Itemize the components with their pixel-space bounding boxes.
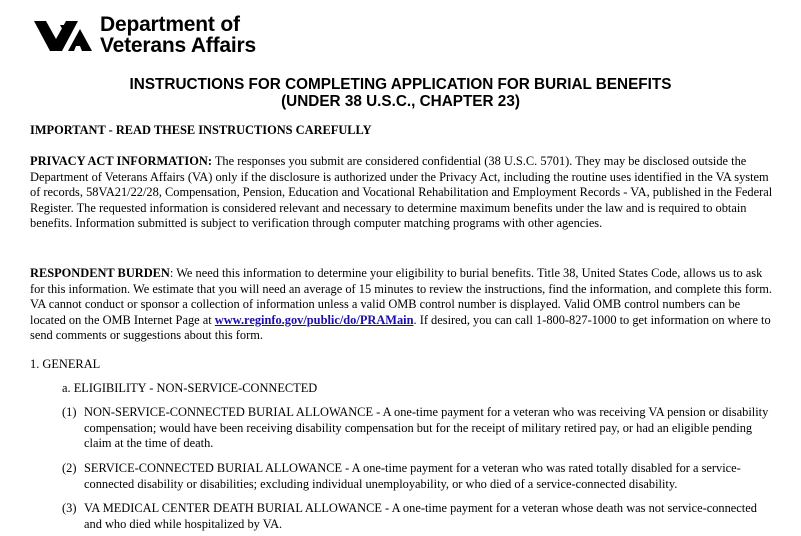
page-title-line1: INSTRUCTIONS FOR COMPLETING APPLICATION FOR BURIAL BENEFITS bbox=[129, 76, 672, 93]
list-item-text: NON-SERVICE-CONNECTED BURIAL ALLOWANCE - A one-time payment for a veteran who was receiving VA pension or disability compensation; would have been receiving disability compensation but for the receipt of military retired pay, or had an eligible pending claim at the time of death. bbox=[84, 405, 769, 451]
respondent-burden-heading: RESPONDENT BURDEN bbox=[30, 266, 170, 280]
list-item bbox=[62, 461, 774, 492]
privacy-act-text: The responses you submit are considered confidential (38 U.S.C. 5701). They may be disclosed outside the Department of Veterans Affairs (VA) only if the disclosure is authorized under the Privacy Act, including the routine uses identified in the VA system of records, 58VA21/22/28, Compensation, Pension, Education and Vocational Rehabilitation and Employment Records - VA, published in the Federal Register. The requested information is considered relevant and necessary to determine maximum benefits under the law and is required to obtain benefits. Information submitted is subject to verification through computer matching programs with other agencies. bbox=[30, 154, 773, 231]
subsection-eligibility-heading: a. ELIGIBILITY - NON-SERVICE-CONNECTED bbox=[62, 381, 318, 395]
list-item-text: SERVICE-CONNECTED BURIAL ALLOWANCE - A one-time payment for a veteran who was rated totally disabled for a service-connected disability or disabilities; excluding individual unemployability, or who died of a service-connected disability. bbox=[84, 461, 741, 491]
list-item-text: VA MEDICAL CENTER DEATH BURIAL ALLOWANCE - A one-time payment for a veteran whose death was not service-connected and who died while hospitalized by VA. bbox=[84, 501, 757, 531]
page-title-line2: (UNDER 38 U.S.C., CHAPTER 23) bbox=[281, 93, 520, 110]
list-item bbox=[62, 405, 774, 452]
list-item-number: (2) bbox=[62, 461, 77, 475]
list-item bbox=[62, 501, 774, 532]
org-name-line1: Department of bbox=[100, 13, 240, 36]
va-logo bbox=[32, 14, 256, 56]
org-name bbox=[100, 14, 256, 56]
respondent-burden-paragraph bbox=[30, 266, 774, 344]
org-name-line2: Veterans Affairs bbox=[100, 34, 256, 57]
respondent-burden-text-end: . If desired, you can call 1-800-827-1000 to get information on where to send comments or suggestions about this form. bbox=[30, 312, 771, 343]
privacy-act-paragraph bbox=[30, 154, 774, 232]
list-item-number: (1) bbox=[62, 405, 77, 419]
respondent-burden-text: : We need this information to determine your eligibility to burial benefits. Title 38, United States Code, allows us to ask for this information. We estimate that you will need an average of 15 minutes to review the instructions, find the information, and complete this form. VA cannot conduct or sponsor a collection of information unless a valid OMB control number is displayed. Valid OMB control numbers can be located on the OMB Internet Page at bbox=[30, 266, 773, 327]
section-general-heading: 1. GENERAL bbox=[30, 357, 101, 371]
page-title bbox=[0, 76, 801, 110]
privacy-act-heading: PRIVACY ACT INFORMATION: bbox=[30, 154, 212, 168]
list-item-number: (3) bbox=[62, 501, 77, 515]
omb-link[interactable]: www.reginfo.gov/public/do/PRAMain bbox=[214, 312, 414, 327]
important-notice: IMPORTANT - READ THESE INSTRUCTIONS CAREFULLY bbox=[30, 123, 372, 137]
va-logo-icon bbox=[32, 15, 94, 55]
